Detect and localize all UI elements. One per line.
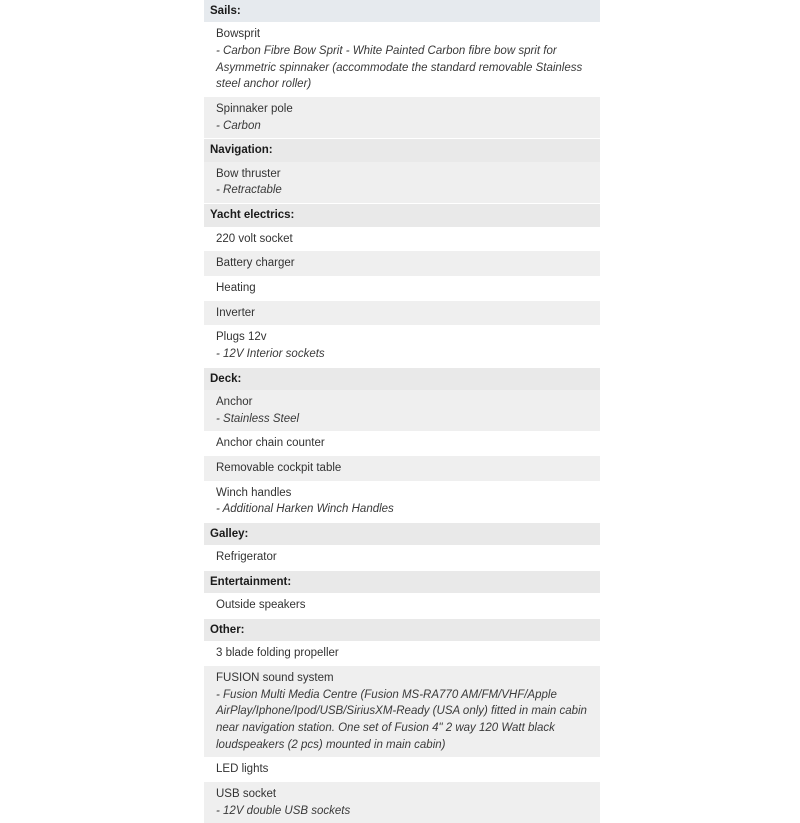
spec-item-title: Heating (216, 281, 256, 294)
spec-item-title: Battery charger (216, 257, 295, 270)
spec-item (204, 481, 600, 522)
section-header: Other: (204, 618, 600, 641)
spec-item (204, 251, 600, 276)
spec-item (204, 97, 600, 138)
spec-item-title: 3 blade folding propeller (216, 647, 339, 660)
spec-item (204, 545, 600, 570)
spec-item (204, 301, 600, 326)
spec-item (204, 641, 600, 666)
spec-item (204, 325, 600, 366)
spec-item-title: Plugs 12v (216, 331, 267, 344)
spec-item-title: Removable cockpit table (216, 461, 342, 474)
spec-item-title: Anchor (216, 395, 253, 408)
spec-item-title: Refrigerator (216, 551, 277, 564)
spec-item-title: Bow thruster (216, 167, 281, 180)
spec-item-description: - Additional Harken Winch Handles (216, 503, 394, 516)
spec-item (204, 22, 600, 97)
spec-item (204, 390, 600, 431)
spec-item (204, 431, 600, 456)
section-header: Deck: (204, 367, 600, 390)
section-header: Yacht electrics: (204, 203, 600, 226)
spec-item (204, 456, 600, 481)
spec-item (204, 782, 600, 823)
spec-item-title: USB socket (216, 788, 277, 801)
section-header: Sails: (204, 0, 600, 22)
spec-item-title: Outside speakers (216, 599, 306, 612)
spec-item (204, 666, 600, 757)
spec-item-description: - Retractable (216, 184, 282, 197)
spec-item-description: - Stainless Steel (216, 412, 300, 425)
spec-item-description: - Carbon Fibre Bow Sprit - White Painted Carbon fibre bow sprit for Asymmetric spinnaker (accommodate the standard removable Stainless steel anchor roller) (216, 45, 583, 91)
spec-item-description: - Carbon (216, 119, 261, 132)
spec-item-description: - Fusion Multi Media Centre (Fusion MS-RA770 AM/FM/VHF/Apple AirPlay/Iphone/Ipod/USB/SiriusXM-Ready (USA only) fitted in main cabin near navigation station. One set of Fusion 4" 2 way 120 Watt black loudspeakers (2 pcs) mounted in main cabin) (216, 688, 587, 751)
spec-item-title: FUSION sound system (216, 672, 334, 685)
spec-item (204, 162, 600, 203)
specification-list (204, 0, 600, 823)
spec-item-title: 220 volt socket (216, 232, 293, 245)
spec-item-title: Spinnaker pole (216, 103, 293, 116)
spec-item-description: - 12V Interior sockets (216, 347, 325, 360)
spec-item-title: Winch handles (216, 486, 292, 499)
section-header: Navigation: (204, 138, 600, 161)
spec-item-title: Anchor chain counter (216, 437, 325, 450)
spec-item (204, 593, 600, 618)
spec-item-title: LED lights (216, 763, 269, 776)
section-header: Galley: (204, 522, 600, 545)
spec-item-title: Inverter (216, 306, 255, 319)
section-header: Entertainment: (204, 570, 600, 593)
spec-item-description: - 12V double USB sockets (216, 804, 351, 817)
spec-item (204, 227, 600, 252)
spec-item-title: Bowsprit (216, 28, 261, 41)
spec-item (204, 276, 600, 301)
spec-item (204, 757, 600, 782)
